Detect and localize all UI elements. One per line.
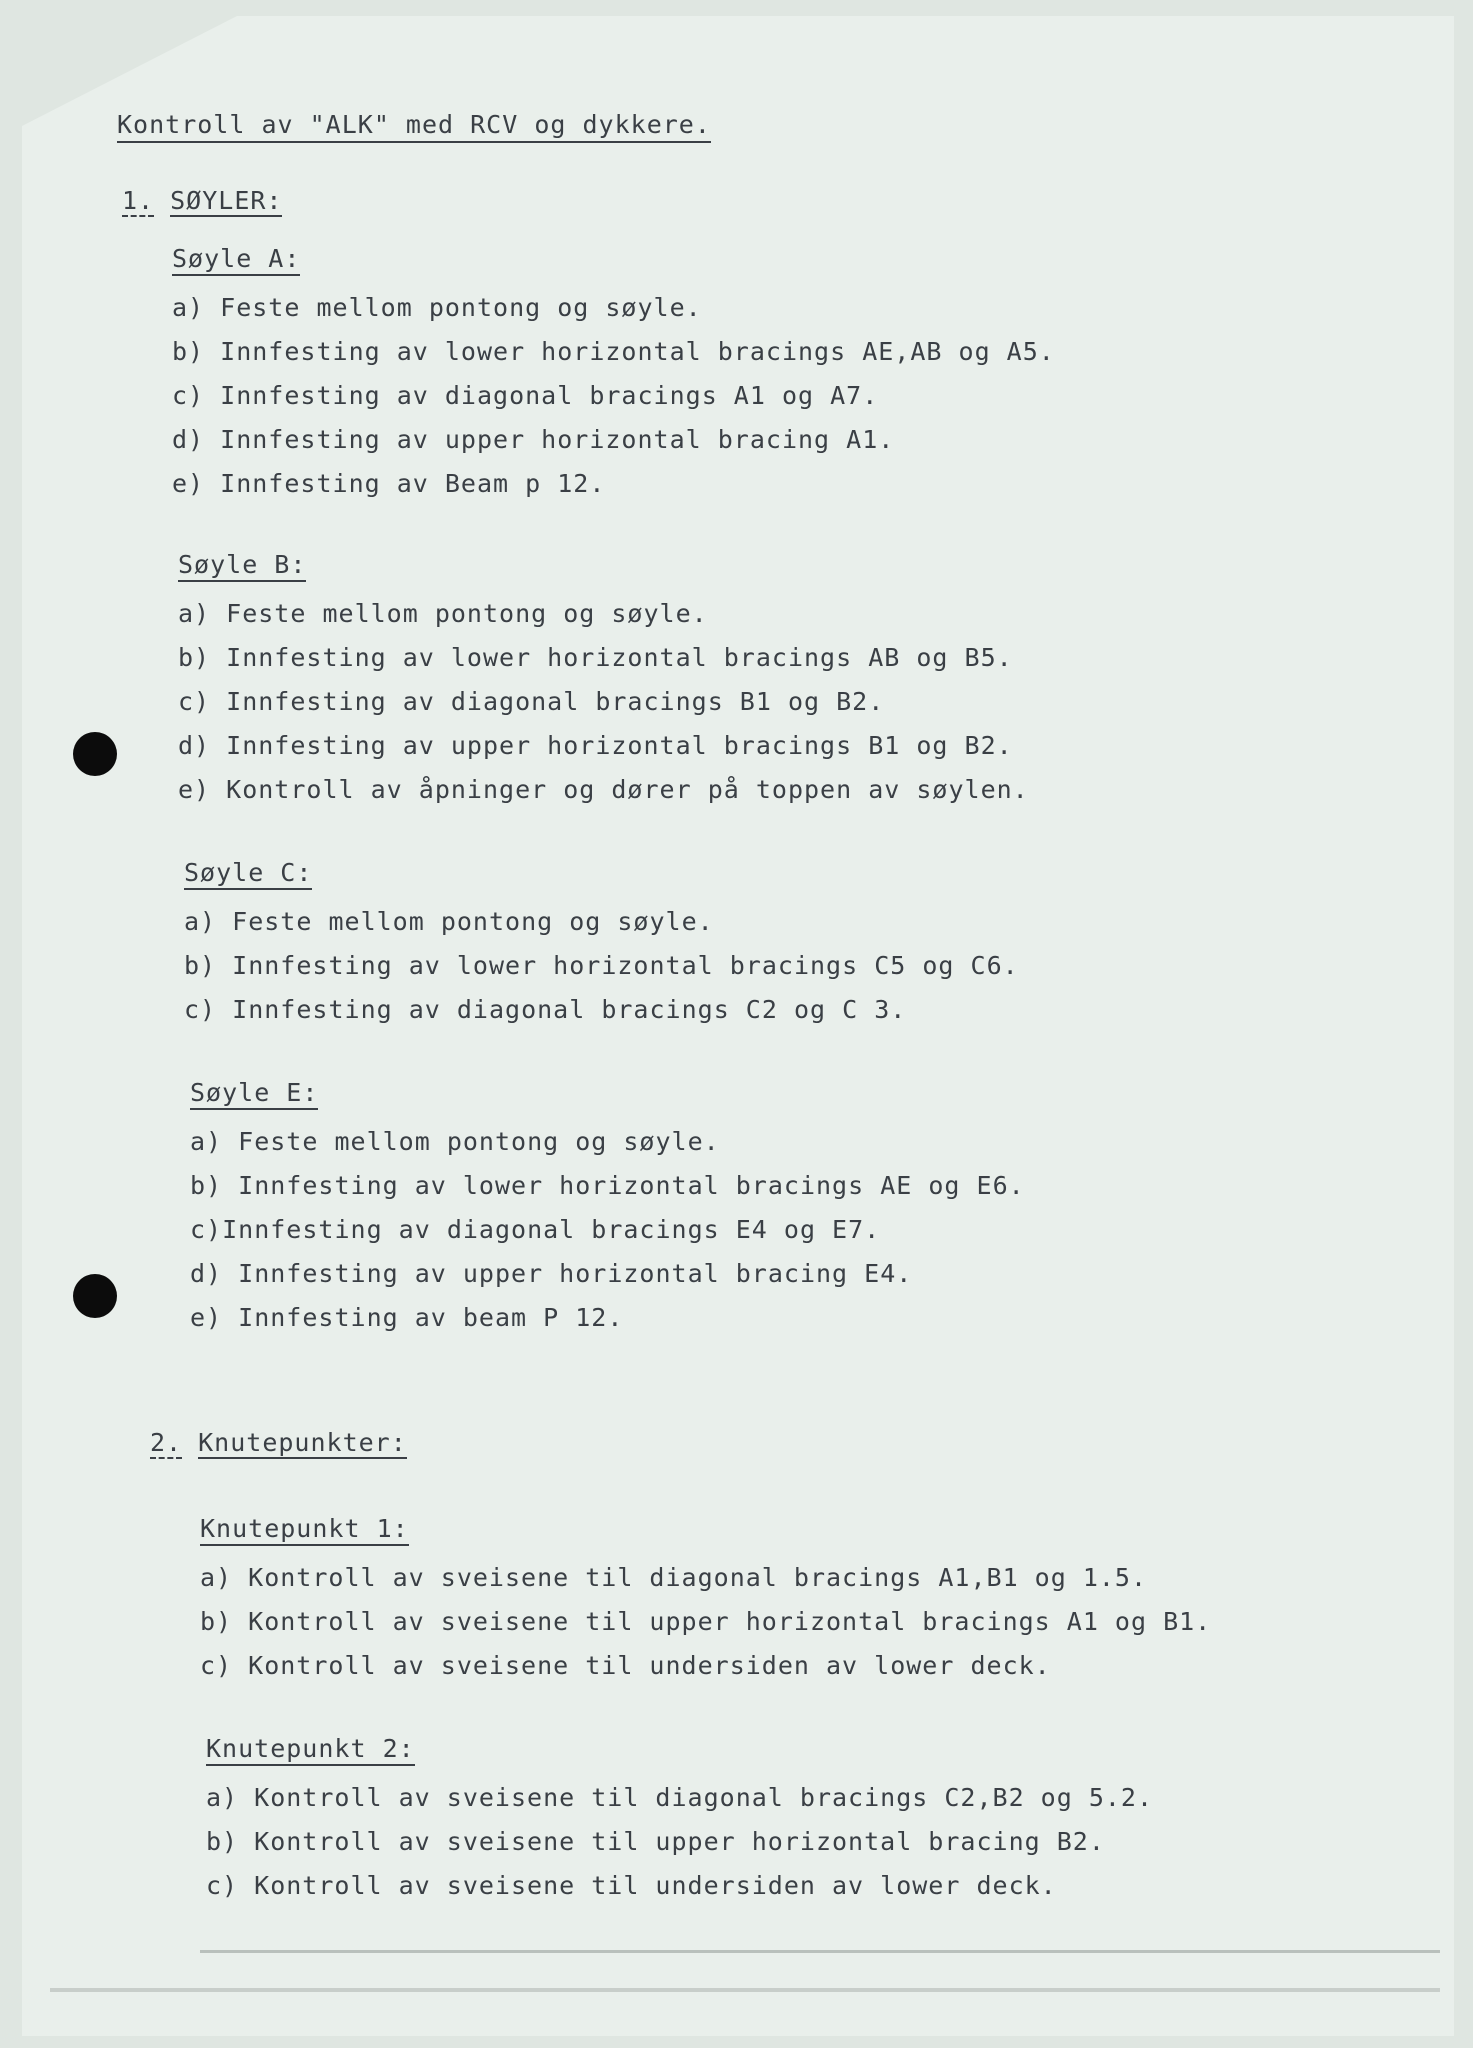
group-title: Knutepunkt 1: (200, 1514, 409, 1546)
list-item: b) Kontroll av sveisene til upper horizontal bracing B2. (206, 1827, 1105, 1856)
group-knutepunkt-2 (206, 1734, 1153, 1908)
list-item: c) Kontroll av sveisene til undersiden av lower deck. (206, 1871, 1057, 1900)
list-item: a) Kontroll av sveisene til diagonal bracings C2,B2 og 5.2. (206, 1783, 1154, 1812)
group-soyle-c (184, 858, 1019, 1032)
list-item: a) Feste mellom pontong og søyle. (184, 907, 714, 936)
section-title: Knutepunkter: (198, 1428, 407, 1457)
section-title: SØYLER: (170, 186, 283, 215)
list-item: e) Innfesting av Beam p 12. (172, 469, 606, 498)
list-item: d) Innfesting av upper horizontal bracings B1 og B2. (178, 731, 1013, 760)
list-item: a) Feste mellom pontong og søyle. (190, 1127, 720, 1156)
list-item: b) Innfesting av lower horizontal bracings AE,AB og A5. (172, 337, 1055, 366)
list-item: d) Innfesting av upper horizontal bracing E4. (190, 1259, 913, 1288)
list-item: d) Innfesting av upper horizontal bracing A1. (172, 425, 895, 454)
group-title: Søyle C: (184, 858, 312, 890)
section-number: 2. (150, 1428, 183, 1457)
list-item: b) Kontroll av sveisene til upper horizontal bracings A1 og B1. (200, 1607, 1212, 1636)
list-item: b) Innfesting av lower horizontal bracings AE og E6. (190, 1171, 1025, 1200)
group-soyle-e (190, 1078, 1025, 1340)
list-item: a) Feste mellom pontong og søyle. (178, 599, 708, 628)
section-heading-soyler (122, 186, 282, 217)
list-item: a) Kontroll av sveisene til diagonal bracings A1,B1 og 1.5. (200, 1563, 1148, 1592)
list-item: c) Innfesting av diagonal bracings B1 og B2. (178, 687, 885, 716)
punch-hole (73, 732, 117, 776)
group-title: Søyle B: (178, 550, 306, 582)
page-bottom-edge (50, 1988, 1440, 1992)
page-bottom-rule (200, 1950, 1440, 1953)
group-knutepunkt-1 (200, 1514, 1211, 1688)
group-soyle-a (172, 244, 1055, 506)
group-title: Søyle E: (190, 1078, 318, 1110)
document-title: Kontroll av "ALK" med RCV og dykkere. (117, 110, 711, 143)
list-item: b) Innfesting av lower horizontal bracings AB og B5. (178, 643, 1013, 672)
list-item: a) Feste mellom pontong og søyle. (172, 293, 702, 322)
section-heading-knutepunkter (150, 1428, 407, 1459)
group-soyle-b (178, 550, 1029, 812)
section-number: 1. (122, 186, 155, 215)
list-item: c) Kontroll av sveisene til undersiden av lower deck. (200, 1651, 1051, 1680)
list-item: c)Innfesting av diagonal bracings E4 og E7. (190, 1215, 881, 1244)
group-title: Knutepunkt 2: (206, 1734, 415, 1766)
punch-hole (73, 1274, 117, 1318)
list-item: c) Innfesting av diagonal bracings A1 og A7. (172, 381, 879, 410)
list-item: c) Innfesting av diagonal bracings C2 og C 3. (184, 995, 907, 1024)
group-title: Søyle A: (172, 244, 300, 276)
list-item: e) Kontroll av åpninger og dører på toppen av søylen. (178, 775, 1029, 804)
list-item: e) Innfesting av beam P 12. (190, 1303, 624, 1332)
list-item: b) Innfesting av lower horizontal bracings C5 og C6. (184, 951, 1019, 980)
